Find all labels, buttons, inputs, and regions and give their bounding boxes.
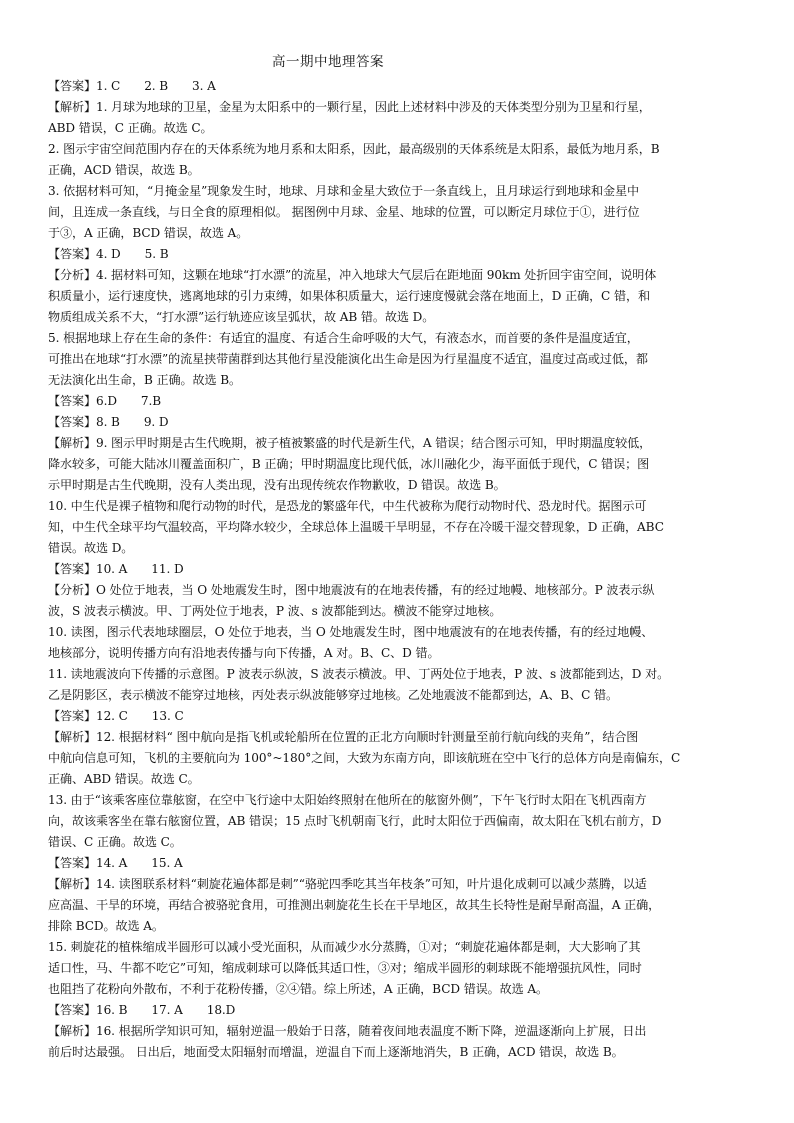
- text-line: 适口性，马、牛都不吃它”可知，缩成刺球可以降低其适口性，③对；缩成半圆形的刺球既不能增强抗风性，同时: [48, 961, 642, 975]
- text-line: 中航向信息可知，飞机的主要航向为 100°~180°之间，大致为东南方向，即该航班在空中飞行的总体方向是南偏东，C: [48, 751, 681, 765]
- text-line: 排除 BCD。故选 A。: [48, 919, 164, 933]
- text-line: 错误。故选 D。: [48, 541, 134, 555]
- text-line: 10. 中生代是裸子植物和爬行动物的时代，是恐龙的繁盛年代，中生代被称为爬行动物时代、恐龙时代。据图示可: [48, 499, 647, 513]
- text-line: 正确，ACD 错误，故选 B。: [48, 163, 200, 177]
- text-line: 降水较多，可能大陆冰川覆盖面积广，B 正确；甲时期温度比现代低，冰川融化少，海平面低于现代，C 错误；图: [48, 457, 650, 471]
- text-line: 【解析】16. 根据所学知识可知，辐射逆温一般始于日落，随着夜间地表温度不断下降，逆温逐渐向上扩展，日出: [48, 1024, 647, 1038]
- text-line: 【答案】8. B 9. D: [48, 415, 169, 429]
- text-line: 【解析】14. 读图联系材料“刺旋花遍体都是刺”“骆驼四季吃其当年枝条”可知，叶片退化成刺可以减少蒸腾，以适: [48, 877, 647, 891]
- text-line: 【答案】14. A 15. A: [48, 856, 183, 870]
- text-line: 应高温、干旱的环境，再结合被骆驼食用，可推测出刺旋花生长在干旱地区，故其生长特性是耐旱耐高温，A 正确，: [48, 898, 661, 912]
- text-line: 积质量小，运行速度快，逃离地球的引力束缚，如果体积质量大，运行速度慢就会落在地面上，D 正确，C 错，和: [48, 289, 650, 303]
- text-line: 无法演化出生命，B 正确。故选 B。: [48, 373, 241, 387]
- text-line: 前后时达最强。 日出后，地面受太阳辐射而增温，逆温自下而上逐渐地消失，B 正确，ACD 错误，故选 B。: [48, 1045, 624, 1059]
- text-line: 13. 由于“该乘客座位靠舷窗，在空中飞行途中太阳始终照射在他所在的舷窗外侧”，下午飞行时太阳在飞机西南方: [48, 793, 647, 807]
- text-line: 示甲时期是古生代晚期，没有人类出现，没有出现传统农作物歉收，D 错误。故选 B。: [48, 478, 506, 492]
- text-line: 波，S 波表示横波。甲、丁两处位于地表，P 波、s 波都能到达。横波不能穿过地核。: [48, 604, 502, 618]
- text-line: 11. 读地震波向下传播的示意图。P 波表示纵波，S 波表示横波。甲、丁两处位于地表，P 波、s 波都能到达，D 对。: [48, 667, 670, 681]
- text-line: 也阻挡了花粉向外散布，不利于花粉传播，②④错。综上所述，A 正确，BCD 错误。故选 A。: [48, 982, 549, 996]
- text-line: 【答案】16. B 17. A 18.D: [48, 1003, 236, 1017]
- text-line: 【答案】10. A 11. D: [48, 562, 184, 576]
- text-line: 5. 根据地球上存在生命的条件：有适宜的温度、有适合生命呼吸的大气，有液态水，而首要的条件是温度适宜，: [48, 331, 639, 345]
- page-title: 高一期中地理答案: [272, 54, 384, 70]
- text-line: 间，且连成一条直线，与日全食的原理相似。 据图例中月球、金星、地球的位置，可以断定月球位于①，进行位: [48, 205, 640, 219]
- text-line: 向，故该乘客坐在靠右舷窗位置，AB 错误；15 点时飞机朝南飞行，此时太阳位于西偏南，故太阳在飞机右前方，D: [48, 814, 662, 828]
- text-line: 正确、ABD 错误。故选 C。: [48, 772, 200, 786]
- text-line: 3. 依据材料可知，“月掩金星”现象发生时，地球、月球和金星大致位于一条直线上，且月球运行到地球和金星中: [48, 184, 639, 198]
- text-line: 【分析】O 处位于地表，当 O 处地震发生时，图中地震波有的在地表传播，有的经过地幔、地核部分。P 波表示纵: [48, 583, 655, 597]
- text-line: 可推出在地球“打水漂”的流星挟带菌群到达其他行星没能演化出生命是因为行星温度不适宜，温度过高或过低，都: [48, 352, 648, 366]
- text-line: 乙是阴影区，表示横波不能穿过地核，丙处表示纵波能够穿过地核。乙处地震波不能都到达，A、B、C 错。: [48, 688, 619, 702]
- text-line: 10. 读图，图示代表地球圈层，O 处位于地表，当 O 处地震发生时，图中地震波有的在地表传播，有的经过地幔、: [48, 625, 654, 639]
- text-line: 知，中生代全球平均气温较高，平均降水较少，全球总体上温暖干旱明显，不存在冷暖干湿交替现象，D 正确，ABC: [48, 520, 664, 534]
- text-line: 2. 图示宇宙空间范围内存在的天体系统为地月系和太阳系，因此，最高级别的天体系统是太阳系，最低为地月系，B: [48, 142, 660, 156]
- text-line: 【解析】12. 根据材料“ 图中航向是指飞机或轮船所在位置的正北方向顺时针测量至前行航向线的夹角”，结合图: [48, 730, 639, 744]
- text-line: 【答案】4. D 5. B: [48, 247, 169, 261]
- text-line: 地核部分，说明传播方向有沿地表传播与向下传播，A 对。B、C、D 错。: [48, 646, 440, 660]
- text-line: 【答案】1. C 2. B 3. A: [48, 79, 216, 93]
- text-line: 物质组成关系不大，“打水漂”运行轨迹应该呈弧状，故 AB 错。故选 D。: [48, 310, 435, 324]
- text-line: 【分析】4. 据材料可知，这颗在地球“打水漂”的流星，冲入地球大气层后在距地面 90km 处折回宇宙空间，说明体: [48, 268, 657, 282]
- answer-body: [48, 76, 764, 1063]
- text-line: ABD 错误，C 正确。故选 C。: [48, 121, 213, 135]
- text-line: 【答案】12. C 13. C: [48, 709, 184, 723]
- text-line: 【解析】1. 月球为地球的卫星，金星为太阳系中的一颗行星，因此上述材料中涉及的天体类型分别为卫星和行星，: [48, 100, 651, 114]
- text-line: 错误、C 正确。故选 C。: [48, 835, 182, 849]
- text-line: 15. 刺旋花的植株缩成半圆形可以减小受光面积，从而减少水分蒸腾，①对；“刺旋花遍体都是刺，大大影响了其: [48, 940, 641, 954]
- text-line: 于③，A 正确，BCD 错误，故选 A。: [48, 226, 249, 240]
- answer-document: [48, 52, 764, 1063]
- text-line: 【答案】6.D 7.B: [48, 394, 162, 408]
- text-line: 【解析】9. 图示甲时期是古生代晚期，被子植被繁盛的时代是新生代，A 错误；结合图示可知，甲时期温度较低，: [48, 436, 652, 450]
